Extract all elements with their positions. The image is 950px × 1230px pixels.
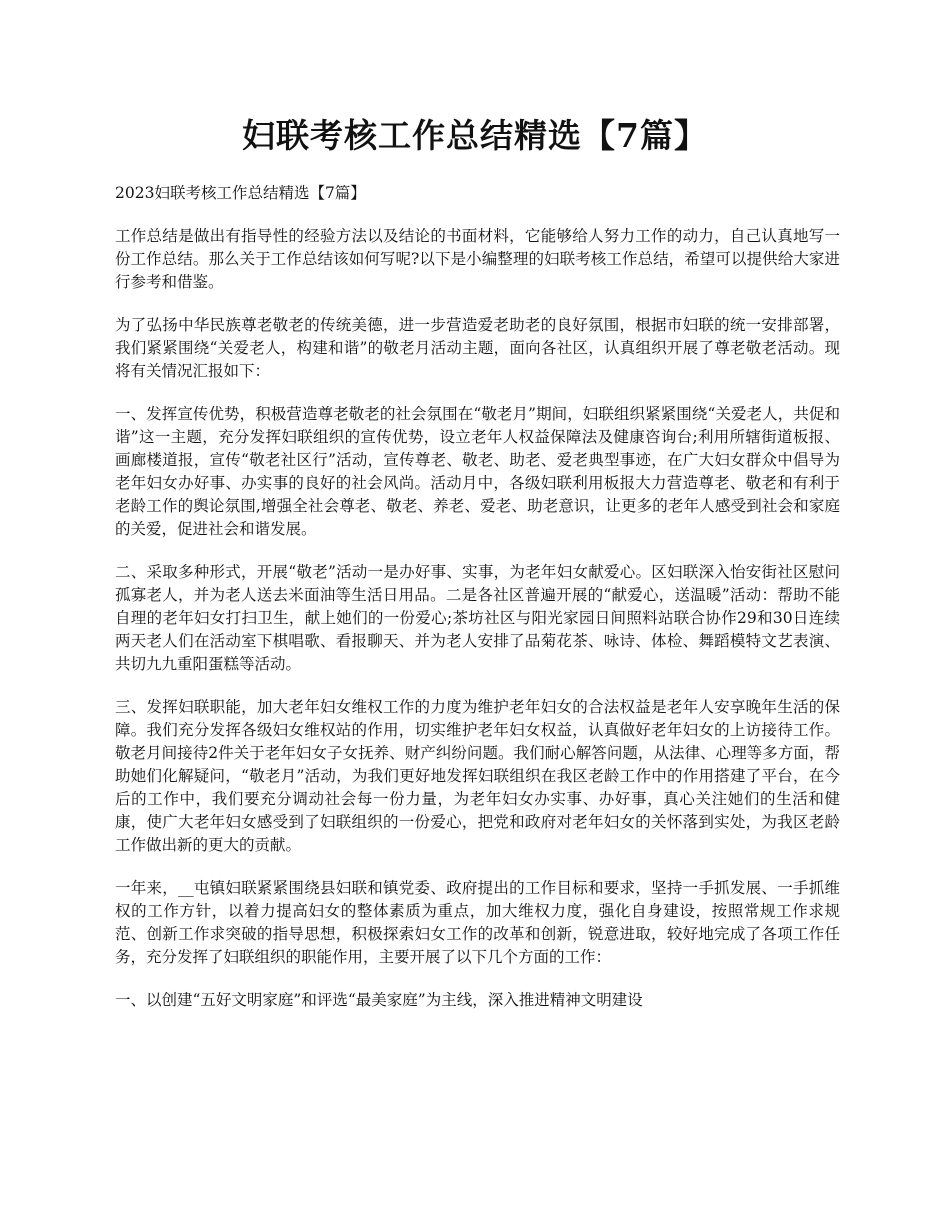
- page-title: 妇联考核工作总结精选【7篇】: [242, 116, 708, 155]
- paragraph-section-3: 三、发挥妇联职能，加大老年妇女维权工作的力度为维护老年妇女的合法权益是老年人安享晚年生活的保障。我们充分发挥各级妇女维权站的作用，切实维护老年妇女权益，认真做好老年妇女的上访接待工作。敬老月间接待2件关于老年妇女子女抚养、财产纠纷问题。我们耐心解答问题，从法律、心理等多方面，帮助她们化解疑问，“敬老月”活动，为我们更好地发挥妇联组织在我区老龄工作中的作用搭建了平台，在今后的工作中，我们要充分调动社会每一份力量，为老年妇女办实事、办好事，真心关注她们的生活和健康，使广大老年妇女感受到了妇联组织的一份爱心，把党和政府对老年妇女的关怀落到实处，为我区老龄工作做出新的更大的贡献。: [115, 698, 840, 854]
- paragraph-section-2: 二、采取多种形式，开展“敬老”活动一是办好事、实事，为老年妇女献爱心。区妇联深入怡安街社区慰问孤寡老人，并为老人送去米面油等生活日用品。二是各社区普遍开展的“献爱心，送温暖”活动：帮助不能自理的老年妇女打扫卫生，献上她们的一份爱心;茶坊社区与阳光家园日间照料站联合协作29和30日连续两天老人们在活动室下棋唱歌、看报聊天、并为老人安排了品菊花茶、咏诗、体检、舞蹈模特文艺表演、共切九九重阳蛋糕等活动。: [115, 563, 840, 673]
- document-body: [115, 182, 840, 1032]
- paragraph-year-summary: 一年来，__屯镇妇联紧紧围绕县妇联和镇党委、政府提出的工作目标和要求，坚持一手抓发展、一手抓维权的工作方针，以着力提高妇女的整体素质为重点，加大维权力度，强化自身建设，按照常规工作求规范、创新工作求突破的指导思想，积极探索妇女工作的改革和创新，锐意进取，较好地完成了各项工作任务，充分发挥了妇联组织的职能作用，主要开展了以下几个方面的工作：: [115, 879, 840, 966]
- paragraph-heading-1: 一、以创建“五好文明家庭”和评选“最美家庭”为主线，深入推进精神文明建设: [115, 991, 643, 1009]
- paragraph-background: 为了弘扬中华民族尊老敬老的传统美德，进一步营造爱老助老的良好氛围，根据市妇联的统一安排部署，我们紧紧围绕“关爱老人，构建和谐”的敬老月活动主题，面向各社区，认真组织开展了尊老敬老活动。现将有关情况汇报如下：: [115, 316, 840, 380]
- paragraph-intro: 工作总结是做出有指导性的经验方法以及结论的书面材料，它能够给人努力工作的动力，自己认真地写一份工作总结。那么关于工作总结该如何写呢?以下是小编整理的妇联考核工作总结，希望可以提供给大家进行参考和借鉴。: [115, 227, 840, 291]
- subtitle: 2023妇联考核工作总结精选【7篇】: [115, 184, 366, 202]
- paragraph-section-1: 一、发挥宣传优势，积极营造尊老敬老的社会氛围在“敬老月”期间，妇联组织紧紧围绕“关爱老人，共促和谐”这一主题，充分发挥妇联组织的宣传优势，设立老年人权益保障法及健康咨询台;利用所辖街道板报、画廊楼道报，宣传“敬老社区行”活动，宣传尊老、敬老、助老、爱老典型事迹，在广大妇女群众中倡导为老年妇女办好事、办实事的良好的社会风尚。活动月中，各级妇联利用板报大力营造尊老、敬老和有利于老龄工作的舆论氛围,增强全社会尊老、敬老、养老、爱老、助老意识，让更多的老年人感受到社会和家庭的关爱，促进社会和谐发展。: [115, 405, 840, 538]
